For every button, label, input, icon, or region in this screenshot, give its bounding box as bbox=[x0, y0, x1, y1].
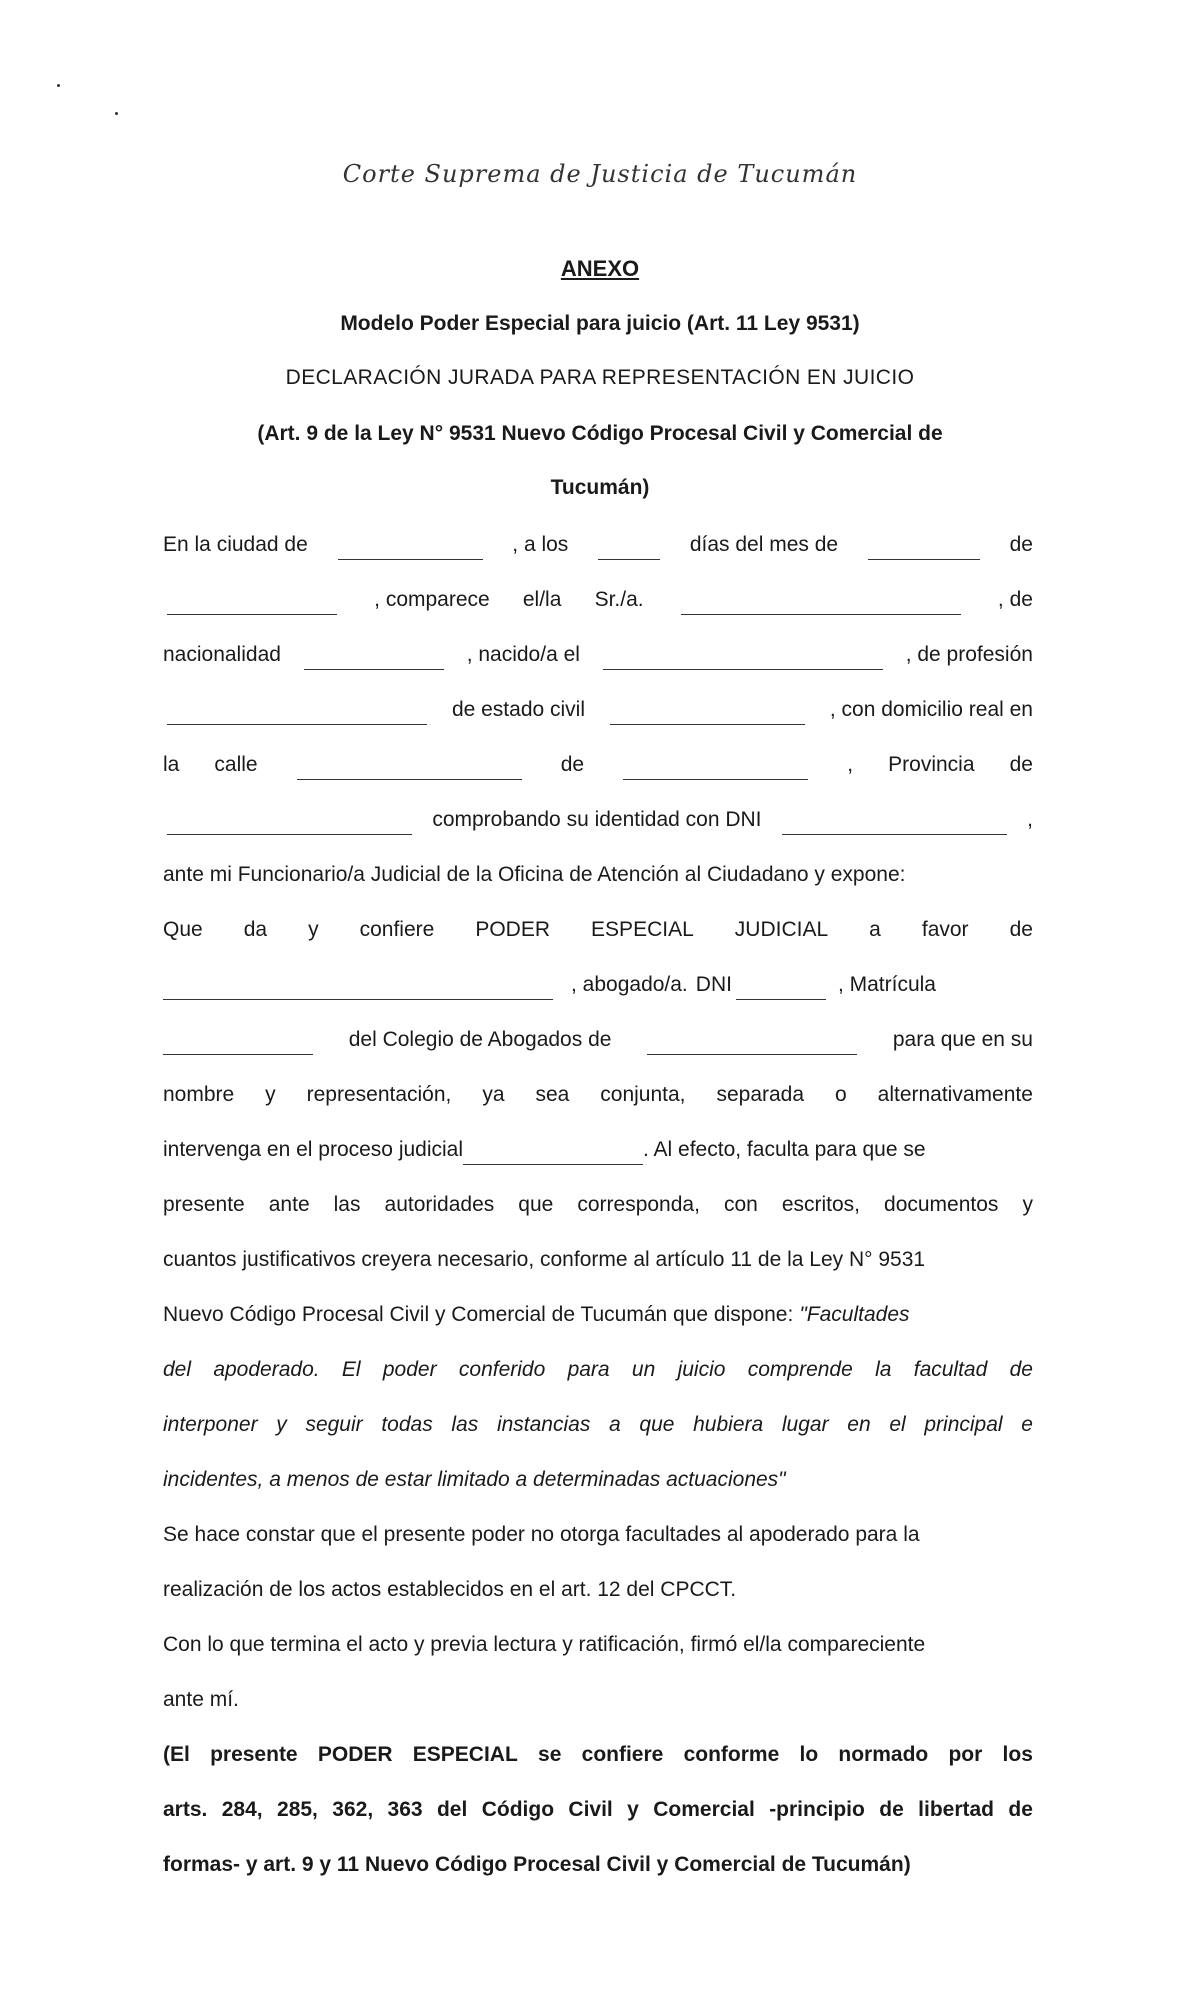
body-line-5 bbox=[163, 750, 1033, 780]
text: , comparece bbox=[374, 588, 490, 611]
text: , de bbox=[997, 588, 1033, 611]
word: por bbox=[948, 1743, 983, 1766]
body-line-10 bbox=[163, 1025, 1033, 1055]
word: 285, bbox=[277, 1798, 318, 1821]
word: conjunta, bbox=[600, 1083, 686, 1106]
word: comprende bbox=[747, 1358, 853, 1381]
body-line-20 bbox=[163, 1575, 1033, 1605]
lawyer-dni-blank[interactable] bbox=[736, 979, 826, 1000]
word: confiere bbox=[581, 1743, 664, 1766]
word: representación, bbox=[306, 1083, 452, 1106]
word: las bbox=[451, 1413, 479, 1436]
word: que bbox=[639, 1413, 675, 1436]
word: poder bbox=[382, 1358, 437, 1381]
body-line-13 bbox=[163, 1190, 1033, 1220]
text: , nacido/a el bbox=[466, 643, 580, 666]
declaration-title: DECLARACIÓN JURADA PARA REPRESENTACIÓN EN JUICIO bbox=[285, 366, 915, 389]
text: , de profesión bbox=[905, 643, 1033, 666]
word: con bbox=[723, 1193, 758, 1216]
scan-speck bbox=[115, 112, 118, 115]
lawyer-name-blank[interactable] bbox=[163, 979, 553, 1000]
text: formas- y art. 9 y 11 Nuevo Código Procesal Civil y Comercial de Tucumán) bbox=[163, 1853, 911, 1876]
body-line-11 bbox=[163, 1080, 1033, 1110]
text: nacionalidad bbox=[163, 643, 281, 666]
word: de bbox=[1008, 1798, 1033, 1821]
word: el bbox=[889, 1413, 906, 1436]
word: o bbox=[835, 1083, 847, 1106]
text: Con lo que termina el acto y previa lectura y ratificación, firmó el/la compareciente bbox=[163, 1633, 926, 1656]
text: ante mi Funcionario/a Judicial de la Oficina de Atención al Ciudadano y expone: bbox=[163, 863, 906, 886]
body-line-21 bbox=[163, 1630, 1033, 1660]
city-blank[interactable] bbox=[338, 539, 483, 560]
locality-blank[interactable] bbox=[623, 759, 808, 780]
text: , bbox=[1027, 808, 1033, 831]
text: comprobando su identidad con DNI bbox=[432, 808, 762, 831]
word: separada bbox=[716, 1083, 805, 1106]
word: lugar bbox=[781, 1413, 829, 1436]
word: y bbox=[265, 1083, 276, 1106]
body-line-19 bbox=[163, 1520, 1033, 1550]
text: En la ciudad de bbox=[163, 533, 308, 556]
word: la bbox=[875, 1358, 892, 1381]
dni-blank[interactable] bbox=[782, 814, 1007, 835]
word: Comercial bbox=[653, 1798, 755, 1821]
text: de bbox=[1009, 533, 1033, 556]
civil-status-blank[interactable] bbox=[610, 704, 805, 725]
word: instancias bbox=[496, 1413, 591, 1436]
word: apoderado. bbox=[213, 1358, 320, 1381]
word: Código bbox=[481, 1798, 555, 1821]
word: un bbox=[631, 1358, 656, 1381]
word: para bbox=[567, 1358, 610, 1381]
text: intervenga en el proceso judicial bbox=[163, 1138, 464, 1161]
body-line-24 bbox=[163, 1795, 1033, 1825]
text: , bbox=[847, 753, 854, 776]
street-blank[interactable] bbox=[297, 759, 522, 780]
word: ya bbox=[482, 1083, 505, 1106]
word: y bbox=[1022, 1193, 1033, 1216]
text: , con domicilio real en bbox=[829, 698, 1033, 721]
nationality-blank[interactable] bbox=[304, 649, 444, 670]
word: libertad bbox=[918, 1798, 995, 1821]
word: confiere bbox=[359, 918, 435, 941]
word: sea bbox=[535, 1083, 570, 1106]
text: cuantos justificativos creyera necesario, conforme al artículo 11 de la Ley N° 9531 bbox=[163, 1248, 926, 1271]
word: El bbox=[341, 1358, 361, 1381]
day-blank[interactable] bbox=[598, 539, 660, 560]
province-blank[interactable] bbox=[167, 814, 412, 835]
body-line-6 bbox=[163, 805, 1033, 835]
body-line-22 bbox=[163, 1685, 1033, 1715]
text: la bbox=[163, 753, 180, 776]
text: Provincia bbox=[888, 753, 975, 776]
name-blank[interactable] bbox=[681, 594, 961, 615]
word: facultad bbox=[913, 1358, 988, 1381]
word: del bbox=[163, 1358, 192, 1381]
word: presente bbox=[163, 1193, 245, 1216]
body-line-25 bbox=[163, 1850, 1033, 1880]
word: -principio bbox=[769, 1798, 865, 1821]
article-reference-line1: (Art. 9 de la Ley N° 9531 Nuevo Código Procesal Civil y Comercial de bbox=[257, 422, 943, 445]
word: Civil bbox=[568, 1798, 613, 1821]
word: documentos bbox=[884, 1193, 999, 1216]
month-blank[interactable] bbox=[868, 539, 980, 560]
body-line-15 bbox=[163, 1300, 1033, 1330]
word: JUDICIAL bbox=[734, 918, 829, 941]
body-line-23 bbox=[163, 1740, 1033, 1770]
text: del Colegio de Abogados de bbox=[348, 1028, 612, 1051]
word: de bbox=[1009, 1358, 1033, 1381]
word: PODER bbox=[475, 918, 551, 941]
word: corresponda, bbox=[577, 1193, 700, 1216]
birthdate-blank[interactable] bbox=[603, 649, 883, 670]
word: conforme bbox=[683, 1743, 780, 1766]
body-line-8 bbox=[163, 915, 1033, 945]
body-line-16 bbox=[163, 1355, 1033, 1385]
quote-text: "Facultades bbox=[799, 1303, 910, 1326]
text: de bbox=[560, 753, 585, 776]
body-line-7 bbox=[163, 860, 1033, 890]
word: juicio bbox=[677, 1358, 726, 1381]
body-line-9 bbox=[163, 970, 1013, 1000]
word: 363 bbox=[387, 1798, 423, 1821]
word: 284, bbox=[221, 1798, 263, 1821]
word: principal bbox=[924, 1413, 1003, 1436]
word: normado bbox=[838, 1743, 929, 1766]
word: ESPECIAL bbox=[412, 1743, 518, 1766]
bar-association-blank[interactable] bbox=[647, 1034, 857, 1055]
text: , Matrícula bbox=[837, 973, 936, 996]
text: . Al efecto, faculta para que se bbox=[643, 1138, 926, 1161]
year-blank[interactable] bbox=[167, 594, 337, 615]
word: Que bbox=[163, 918, 203, 941]
text: de estado civil bbox=[451, 698, 586, 721]
word: los bbox=[1002, 1743, 1033, 1766]
word: alternativamente bbox=[877, 1083, 1033, 1106]
word: interponer bbox=[163, 1413, 258, 1436]
quote-text: incidentes, a menos de estar limitado a determinadas actuaciones" bbox=[163, 1468, 786, 1491]
body-line-2 bbox=[163, 585, 1033, 615]
word: da bbox=[243, 918, 268, 941]
text: Sr./a. bbox=[594, 588, 644, 611]
body-line-1 bbox=[163, 530, 1033, 560]
body-line-3 bbox=[163, 640, 1033, 670]
word: (El bbox=[163, 1743, 190, 1766]
word: a bbox=[869, 918, 881, 941]
word: nombre bbox=[163, 1083, 235, 1106]
word: hubiera bbox=[693, 1413, 764, 1436]
word: autoridades bbox=[384, 1193, 495, 1216]
word: escritos, bbox=[781, 1193, 860, 1216]
word: las bbox=[333, 1193, 361, 1216]
text: , a los bbox=[512, 533, 569, 556]
word: a bbox=[609, 1413, 621, 1436]
word: en bbox=[847, 1413, 871, 1436]
word: arts. bbox=[163, 1798, 208, 1821]
article-reference-line2: Tucumán) bbox=[550, 476, 650, 499]
word: de bbox=[879, 1798, 904, 1821]
word: de bbox=[1009, 918, 1033, 941]
body-line-12 bbox=[163, 1135, 1033, 1165]
word: y bbox=[276, 1413, 287, 1436]
word: favor bbox=[921, 918, 969, 941]
annex-title: ANEXO bbox=[560, 256, 640, 281]
word: e bbox=[1021, 1413, 1033, 1436]
word: ante bbox=[268, 1193, 310, 1216]
text: ante mí. bbox=[163, 1688, 239, 1711]
text: Se hace constar que el presente poder no otorga facultades al apoderado para la bbox=[163, 1523, 920, 1546]
text: para que en su bbox=[892, 1028, 1033, 1051]
court-letterhead: Corte Suprema de Justicia de Tucumán bbox=[342, 160, 858, 188]
word: 362, bbox=[332, 1798, 374, 1821]
text: DNI bbox=[695, 973, 732, 996]
text: de bbox=[1009, 753, 1033, 776]
word: ESPECIAL bbox=[591, 918, 694, 941]
model-title: Modelo Poder Especial para juicio (Art. 11 Ley 9531) bbox=[340, 312, 860, 335]
text: días del mes de bbox=[689, 533, 839, 556]
word: que bbox=[518, 1193, 554, 1216]
word: seguir bbox=[305, 1413, 363, 1436]
body-line-18 bbox=[163, 1465, 1033, 1495]
word: y bbox=[308, 918, 319, 941]
text: , abogado/a. bbox=[571, 973, 688, 996]
text: Nuevo Código Procesal Civil y Comercial de Tucumán que dispone: bbox=[163, 1303, 794, 1326]
word: PODER bbox=[317, 1743, 393, 1766]
enrollment-blank[interactable] bbox=[163, 1034, 313, 1055]
word: lo bbox=[799, 1743, 819, 1766]
body-line-4 bbox=[163, 695, 1033, 725]
word: todas bbox=[381, 1413, 433, 1436]
text: calle bbox=[214, 753, 258, 776]
case-blank[interactable] bbox=[463, 1144, 643, 1165]
word: presente bbox=[210, 1743, 298, 1766]
word: del bbox=[436, 1798, 468, 1821]
body-line-14 bbox=[163, 1245, 1033, 1275]
scan-speck bbox=[57, 84, 60, 87]
word: se bbox=[538, 1743, 562, 1766]
text: realización de los actos establecidos en el art. 12 del CPCCT. bbox=[163, 1578, 737, 1601]
body-line-17 bbox=[163, 1410, 1033, 1440]
word: y bbox=[627, 1798, 639, 1821]
profession-blank[interactable] bbox=[167, 704, 427, 725]
word: conferido bbox=[458, 1358, 546, 1381]
text: el/la bbox=[522, 588, 562, 611]
